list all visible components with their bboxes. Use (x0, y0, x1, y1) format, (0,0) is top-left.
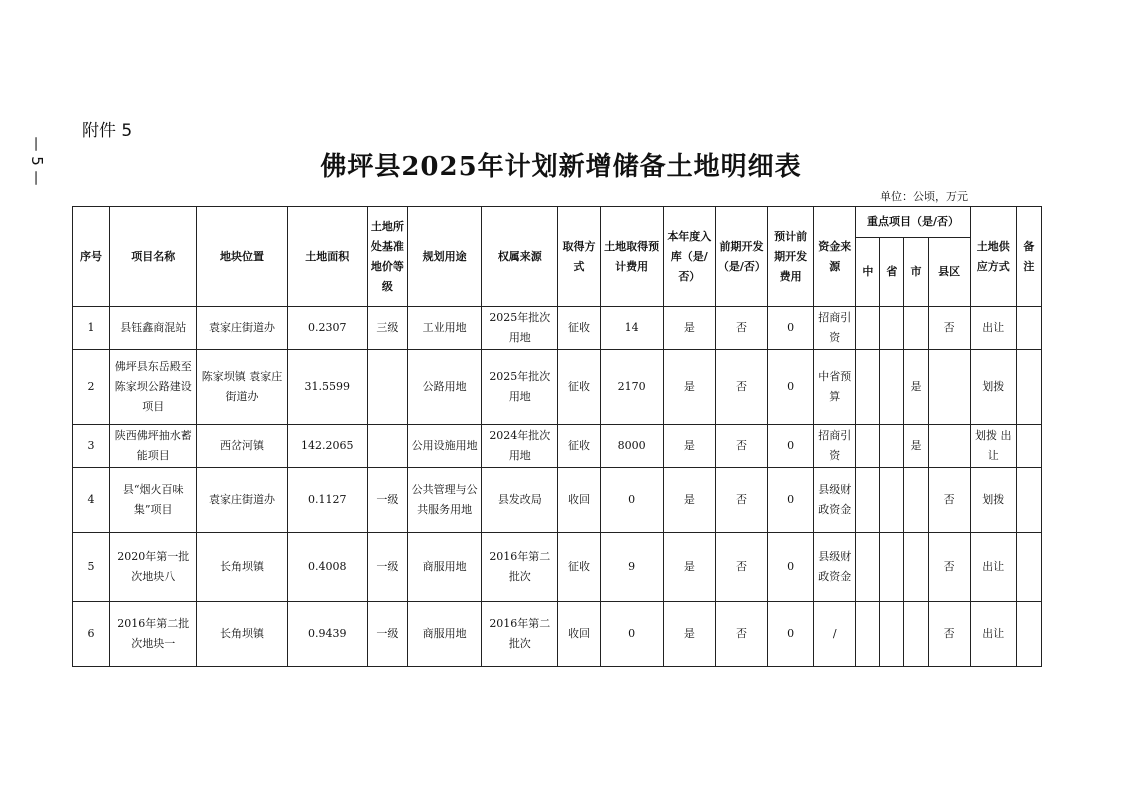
cell-acquisition-cost: 9 (600, 533, 663, 602)
cell-acquisition-cost: 2170 (600, 350, 663, 425)
header-seq: 序号 (73, 207, 110, 307)
cell-price-level: 一级 (367, 602, 407, 667)
header-area: 土地面积 (287, 207, 367, 307)
unit-note: 单位：公顷，万元 (880, 190, 968, 203)
header-supply-method: 土地供应方式 (970, 207, 1016, 307)
cell-ownership-source: 2025年批次用地 (482, 307, 558, 350)
cell-area: 0.2307 (287, 307, 367, 350)
header-remarks: 备注 (1016, 207, 1041, 307)
cell-fund-source: 招商引资 (814, 307, 856, 350)
table-row (73, 307, 1042, 350)
cell-key-county: 否 (928, 307, 970, 350)
cell-seq: 4 (73, 468, 110, 533)
cell-ownership-source: 县发改局 (482, 468, 558, 533)
header-planned-use: 规划用途 (407, 207, 481, 307)
cell-pre-development: 否 (715, 425, 767, 468)
header-key-city: 市 (904, 238, 928, 307)
header-key-central: 中 (856, 238, 880, 307)
cell-key-province (880, 307, 904, 350)
cell-key-province (880, 602, 904, 667)
cell-location: 长角坝镇 (197, 533, 287, 602)
cell-acquisition: 收回 (558, 602, 600, 667)
cell-key-county (928, 350, 970, 425)
table-row (73, 533, 1042, 602)
table-row (73, 425, 1042, 468)
page-number: — 5 — (28, 136, 46, 186)
cell-key-province (880, 468, 904, 533)
cell-ownership-source: 2016年第二批次 (482, 602, 558, 667)
cell-ownership-source: 2025年批次用地 (482, 350, 558, 425)
cell-area: 31.5599 (287, 350, 367, 425)
cell-stored: 是 (663, 602, 715, 667)
cell-project-name: 陕西佛坪抽水蓄能项目 (110, 425, 197, 468)
cell-planned-use: 工业用地 (407, 307, 481, 350)
header-pre-dev-cost: 预计前期开发费用 (768, 207, 814, 307)
cell-pre-dev-cost: 0 (768, 602, 814, 667)
cell-pre-development: 否 (715, 602, 767, 667)
cell-fund-source: 中省预算 (814, 350, 856, 425)
cell-price-level: 一级 (367, 468, 407, 533)
cell-acquisition-cost: 8000 (600, 425, 663, 468)
cell-seq: 3 (73, 425, 110, 468)
cell-remarks (1016, 307, 1041, 350)
cell-pre-development: 否 (715, 350, 767, 425)
cell-key-central (856, 307, 880, 350)
cell-pre-dev-cost: 0 (768, 425, 814, 468)
cell-area: 0.9439 (287, 602, 367, 667)
cell-acquisition: 征收 (558, 350, 600, 425)
cell-supply-method: 划拨 (970, 468, 1016, 533)
cell-remarks (1016, 468, 1041, 533)
header-key-county: 县区 (928, 238, 970, 307)
cell-key-city (904, 468, 928, 533)
cell-fund-source: 招商引资 (814, 425, 856, 468)
cell-supply-method: 出让 (970, 533, 1016, 602)
cell-seq: 6 (73, 602, 110, 667)
cell-supply-method: 划拨 (970, 350, 1016, 425)
cell-key-city (904, 533, 928, 602)
cell-acquisition: 收回 (558, 468, 600, 533)
cell-remarks (1016, 425, 1041, 468)
header-project-name: 项目名称 (110, 207, 197, 307)
cell-area: 0.4008 (287, 533, 367, 602)
cell-project-name: 县“烟火百味集”项目 (110, 468, 197, 533)
cell-key-central (856, 425, 880, 468)
cell-key-city (904, 602, 928, 667)
cell-pre-dev-cost: 0 (768, 533, 814, 602)
header-acquisition-cost: 土地取得预计费用 (600, 207, 663, 307)
cell-price-level: 三级 (367, 307, 407, 350)
cell-acquisition: 征收 (558, 533, 600, 602)
cell-remarks (1016, 350, 1041, 425)
cell-key-county (928, 425, 970, 468)
header-location: 地块位置 (197, 207, 287, 307)
cell-project-name: 2016年第二批次地块一 (110, 602, 197, 667)
cell-area: 142.2065 (287, 425, 367, 468)
cell-price-level (367, 425, 407, 468)
cell-key-county: 否 (928, 533, 970, 602)
cell-fund-source: 县级财政资金 (814, 533, 856, 602)
cell-stored: 是 (663, 307, 715, 350)
cell-acquisition-cost: 0 (600, 468, 663, 533)
cell-ownership-source: 2016年第二批次 (482, 533, 558, 602)
cell-location: 袁家庄街道办 (197, 468, 287, 533)
cell-price-level: 一级 (367, 533, 407, 602)
header-key-project-group: 重点项目（是/否） (856, 207, 970, 238)
cell-fund-source: 县级财政资金 (814, 468, 856, 533)
cell-key-province (880, 425, 904, 468)
cell-key-province (880, 350, 904, 425)
cell-stored: 是 (663, 425, 715, 468)
cell-key-central (856, 602, 880, 667)
cell-acquisition-cost: 0 (600, 602, 663, 667)
cell-pre-dev-cost: 0 (768, 468, 814, 533)
cell-project-name: 县钰鑫商混站 (110, 307, 197, 350)
cell-project-name: 佛坪县东岳殿至陈家坝公路建设项目 (110, 350, 197, 425)
cell-location: 西岔河镇 (197, 425, 287, 468)
cell-key-county: 否 (928, 602, 970, 667)
cell-price-level (367, 350, 407, 425)
cell-acquisition-cost: 14 (600, 307, 663, 350)
cell-location: 陈家坝镇 袁家庄街道办 (197, 350, 287, 425)
cell-key-central (856, 350, 880, 425)
table-row (73, 350, 1042, 425)
cell-remarks (1016, 602, 1041, 667)
header-fund-source: 资金来源 (814, 207, 856, 307)
cell-acquisition: 征收 (558, 425, 600, 468)
cell-pre-development: 否 (715, 468, 767, 533)
cell-acquisition: 征收 (558, 307, 600, 350)
cell-area: 0.1127 (287, 468, 367, 533)
cell-supply-method: 出让 (970, 602, 1016, 667)
cell-pre-dev-cost: 0 (768, 307, 814, 350)
cell-planned-use: 公共管理与公共服务用地 (407, 468, 481, 533)
cell-fund-source: / (814, 602, 856, 667)
cell-seq: 5 (73, 533, 110, 602)
attachment-label: 附件 5 (82, 121, 133, 141)
cell-project-name: 2020年第一批次地块八 (110, 533, 197, 602)
cell-key-central (856, 533, 880, 602)
cell-stored: 是 (663, 533, 715, 602)
cell-key-city: 是 (904, 350, 928, 425)
cell-pre-dev-cost: 0 (768, 350, 814, 425)
cell-location: 袁家庄街道办 (197, 307, 287, 350)
cell-key-county: 否 (928, 468, 970, 533)
cell-location: 长角坝镇 (197, 602, 287, 667)
table-row (73, 468, 1042, 533)
cell-pre-development: 否 (715, 533, 767, 602)
cell-planned-use: 商服用地 (407, 533, 481, 602)
header-price-level: 土地所处基准地价等级 (367, 207, 407, 307)
land-reserve-table (72, 206, 1042, 667)
header-key-province: 省 (880, 238, 904, 307)
cell-pre-development: 否 (715, 307, 767, 350)
cell-seq: 1 (73, 307, 110, 350)
cell-key-city (904, 307, 928, 350)
cell-planned-use: 商服用地 (407, 602, 481, 667)
document-title: 佛坪县2025年计划新增储备土地明细表 (320, 152, 802, 182)
header-pre-development: 前期开发（是/否） (715, 207, 767, 307)
header-ownership-source: 权属来源 (482, 207, 558, 307)
header-acquisition: 取得方式 (558, 207, 600, 307)
cell-remarks (1016, 533, 1041, 602)
cell-stored: 是 (663, 350, 715, 425)
table-row (73, 602, 1042, 667)
cell-key-city: 是 (904, 425, 928, 468)
cell-ownership-source: 2024年批次用地 (482, 425, 558, 468)
cell-seq: 2 (73, 350, 110, 425)
cell-key-province (880, 533, 904, 602)
cell-stored: 是 (663, 468, 715, 533)
cell-planned-use: 公用设施用地 (407, 425, 481, 468)
header-stored-this-year: 本年度入库（是/否） (663, 207, 715, 307)
cell-key-central (856, 468, 880, 533)
cell-supply-method: 出让 (970, 307, 1016, 350)
cell-supply-method: 划拨 出让 (970, 425, 1016, 468)
cell-planned-use: 公路用地 (407, 350, 481, 425)
